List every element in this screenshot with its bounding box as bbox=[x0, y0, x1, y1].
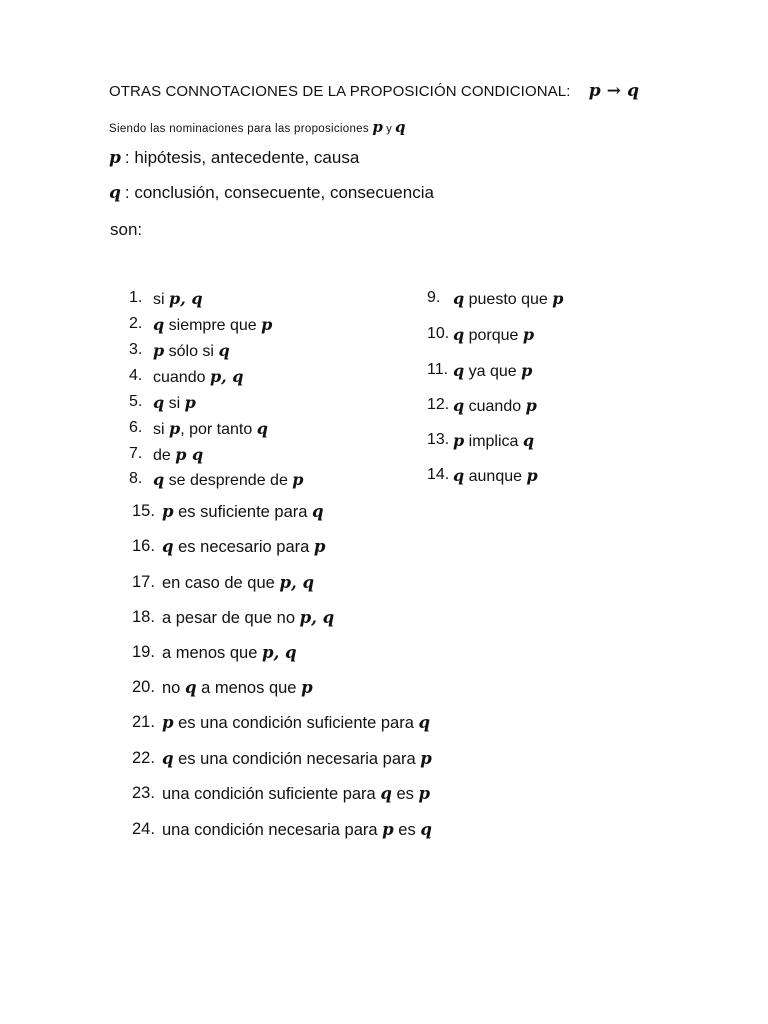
math-var: 𝒑 bbox=[522, 325, 535, 344]
math-var: 𝒑, 𝒒 bbox=[169, 289, 203, 308]
item-text bbox=[162, 749, 432, 769]
math-var: 𝒑 bbox=[526, 466, 538, 485]
item-text bbox=[153, 315, 272, 335]
item-number: 10. bbox=[427, 325, 450, 342]
definition-var: 𝒒 bbox=[109, 183, 121, 203]
math-var: 𝒑 bbox=[153, 341, 165, 360]
math-var: 𝒑, 𝒒 bbox=[279, 573, 315, 592]
math-var: 𝒑 bbox=[420, 749, 432, 768]
text-fragment: es suficiente para bbox=[173, 503, 313, 521]
math-var: 𝒑 bbox=[301, 678, 313, 697]
math-var: 𝒑 bbox=[453, 431, 465, 450]
text-fragment: es una condición suficiente para bbox=[173, 714, 419, 732]
text-fragment: a pesar de que no bbox=[162, 609, 300, 627]
math-var: 𝒑 bbox=[521, 361, 533, 380]
text-fragment: en caso de que bbox=[162, 574, 280, 592]
math-var: 𝒒 bbox=[418, 713, 430, 732]
subtitle-q: 𝒒 bbox=[395, 118, 406, 136]
definition-p bbox=[109, 148, 359, 168]
math-var: 𝒒 bbox=[522, 431, 535, 450]
item-number: 16. bbox=[132, 537, 155, 555]
text-fragment: es una condición necesaria para bbox=[173, 750, 421, 768]
text-fragment: una condición suficiente para bbox=[162, 785, 381, 803]
item-number: 11. bbox=[427, 361, 449, 378]
item-number: 23. bbox=[132, 784, 155, 802]
math-var: 𝒒 bbox=[153, 393, 165, 412]
item-text bbox=[162, 573, 314, 593]
item-number: 19. bbox=[132, 643, 155, 661]
title-text: OTRAS CONNOTACIONES DE LA PROPOSICIÓN CONDICIONAL: bbox=[109, 83, 571, 100]
text-fragment: implica bbox=[464, 433, 523, 450]
subtitle-conj: y bbox=[386, 123, 393, 135]
item-number: 20. bbox=[132, 678, 155, 696]
item-number: 1. bbox=[129, 289, 143, 306]
text-fragment: no bbox=[162, 679, 185, 697]
math-var: 𝒒 bbox=[312, 502, 324, 521]
item-number: 4. bbox=[129, 367, 143, 384]
son-label: son: bbox=[110, 220, 143, 239]
item-number: 6. bbox=[129, 419, 143, 436]
math-var: 𝒑 bbox=[382, 820, 394, 839]
math-var: 𝒒 bbox=[218, 341, 230, 360]
definition-q bbox=[109, 183, 434, 203]
math-var: 𝒑 bbox=[552, 289, 564, 308]
item-number: 22. bbox=[132, 749, 155, 767]
item-number: 9. bbox=[427, 289, 441, 306]
item-number: 24. bbox=[132, 820, 155, 838]
item-text bbox=[453, 361, 532, 381]
text-fragment: a menos que bbox=[196, 679, 302, 697]
text-fragment: si bbox=[153, 421, 169, 438]
text-fragment: puesto que bbox=[464, 291, 553, 308]
item-text bbox=[153, 289, 203, 309]
item-number: 14. bbox=[427, 466, 450, 483]
definition-var: 𝒑 bbox=[109, 148, 121, 168]
math-var: 𝒒 bbox=[453, 361, 465, 380]
math-var: 𝒒 bbox=[420, 820, 432, 839]
item-text bbox=[453, 431, 534, 451]
math-var: 𝒑 bbox=[162, 713, 174, 732]
math-var: 𝒑 𝒒 bbox=[175, 445, 204, 464]
math-var: 𝒑, 𝒒 bbox=[209, 367, 244, 386]
item-number: 13. bbox=[427, 431, 450, 448]
item-text bbox=[162, 820, 432, 840]
item-number: 15. bbox=[132, 502, 155, 520]
item-text bbox=[453, 325, 534, 345]
text-fragment: , por tanto bbox=[180, 421, 257, 438]
text-fragment: es bbox=[393, 821, 421, 839]
math-var: 𝒒 bbox=[184, 678, 197, 697]
item-text bbox=[162, 608, 334, 628]
text-fragment: cuando bbox=[464, 398, 526, 415]
item-text bbox=[162, 502, 324, 522]
item-text bbox=[162, 784, 430, 804]
item-text bbox=[162, 643, 297, 663]
math-var: 𝒑 bbox=[313, 537, 326, 556]
math-var: 𝒒 bbox=[453, 325, 465, 344]
text-fragment: aunque bbox=[464, 468, 527, 485]
item-number: 5. bbox=[129, 393, 143, 410]
math-var: 𝒑, 𝒒 bbox=[261, 643, 297, 662]
text-fragment: a menos que bbox=[162, 644, 262, 662]
math-var: 𝒒 bbox=[153, 315, 165, 334]
page-title bbox=[109, 81, 639, 101]
math-var: 𝒒 bbox=[162, 537, 174, 556]
text-fragment: ya que bbox=[464, 363, 522, 380]
subtitle bbox=[109, 118, 406, 136]
math-var: 𝒑 bbox=[261, 315, 273, 334]
item-number: 12. bbox=[427, 396, 450, 413]
text-fragment: si bbox=[153, 291, 169, 308]
text-fragment: sólo si bbox=[164, 343, 219, 360]
item-number: 7. bbox=[129, 445, 143, 462]
math-var: 𝒒 bbox=[453, 396, 465, 415]
item-text bbox=[153, 367, 243, 387]
math-var: 𝒑 bbox=[169, 419, 181, 438]
math-var: 𝒑 bbox=[292, 470, 304, 489]
text-fragment: cuando bbox=[153, 369, 210, 386]
item-text bbox=[162, 537, 325, 557]
item-text bbox=[162, 678, 313, 698]
item-text bbox=[453, 396, 537, 416]
math-var: 𝒒 bbox=[162, 749, 174, 768]
math-var: 𝒑 bbox=[184, 393, 196, 412]
text-fragment: de bbox=[153, 447, 176, 464]
item-number: 3. bbox=[129, 341, 143, 358]
item-number: 2. bbox=[129, 315, 143, 332]
math-var: 𝒒 bbox=[380, 784, 392, 803]
math-var: 𝒑 bbox=[418, 784, 431, 803]
subtitle-text: Siendo las nominaciones para las proposiciones bbox=[109, 123, 369, 135]
math-var: 𝒒 bbox=[453, 289, 465, 308]
text-fragment: si bbox=[164, 395, 185, 412]
subtitle-p: 𝒑 bbox=[372, 118, 384, 136]
item-text bbox=[153, 393, 196, 413]
definition-text: : hipótesis, antecedente, causa bbox=[124, 148, 360, 167]
item-text bbox=[162, 713, 430, 733]
item-number: 8. bbox=[129, 470, 143, 487]
item-text bbox=[153, 445, 203, 465]
text-fragment: se desprende de bbox=[164, 472, 293, 489]
item-text bbox=[153, 470, 303, 490]
definition-text: : conclusión, consecuente, consecuencia bbox=[124, 183, 434, 202]
math-var: 𝒒 bbox=[153, 470, 165, 489]
text-fragment: siempre que bbox=[164, 317, 262, 334]
math-var: 𝒑 bbox=[162, 502, 174, 521]
item-text bbox=[153, 419, 268, 439]
item-text bbox=[453, 466, 538, 486]
text-fragment: es necesario para bbox=[173, 538, 314, 556]
item-text bbox=[453, 289, 563, 309]
math-var: 𝒒 bbox=[453, 466, 465, 485]
text-fragment: es bbox=[391, 785, 419, 803]
item-number: 17. bbox=[132, 573, 155, 591]
math-var: 𝒒 bbox=[256, 419, 268, 438]
text-fragment: una condición necesaria para bbox=[162, 821, 383, 839]
math-var: 𝒑, 𝒒 bbox=[299, 608, 335, 627]
item-number: 18. bbox=[132, 608, 155, 626]
item-text bbox=[153, 341, 230, 361]
math-var: 𝒑 bbox=[525, 396, 537, 415]
text-fragment: porque bbox=[464, 327, 523, 344]
title-formula: 𝒑 → 𝒒 bbox=[588, 81, 640, 101]
item-number: 21. bbox=[132, 713, 155, 731]
